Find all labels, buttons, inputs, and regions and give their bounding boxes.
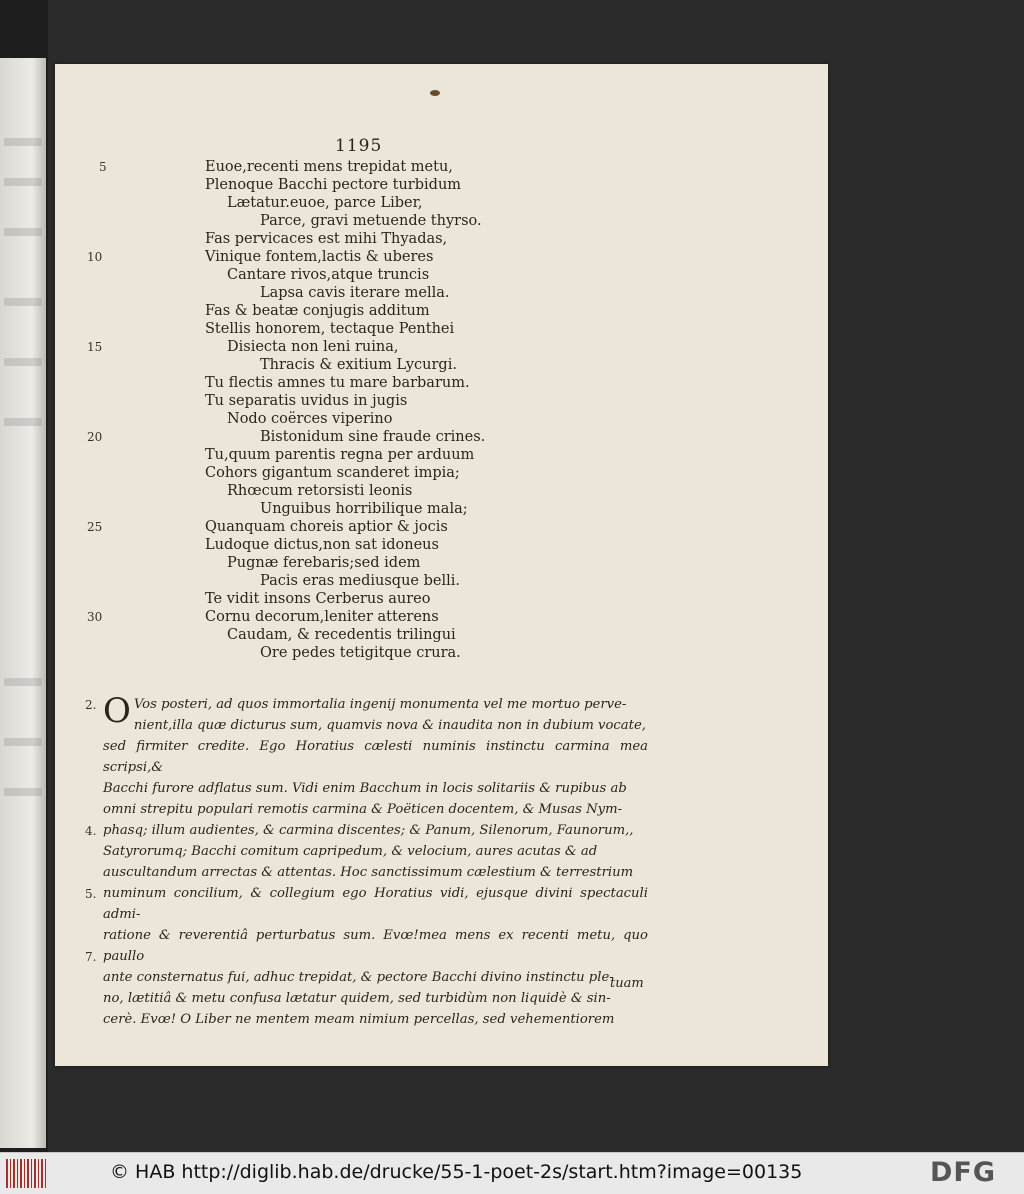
prose-line: Vos posteri, ad quos immortalia ingenij monumenta vel me mortuo perve- [133,697,627,712]
verse-line: Tu separatis uvidus in jugis [205,393,408,409]
verse-line: Cohors gigantum scanderet impia; [205,465,460,481]
line-number: 5 [99,160,107,174]
prose-line: auscultandum arrectas & attentas. Hoc sanctissimum cælestium & terrestrium [103,865,634,880]
prose-line: phasq; illum audientes, & carmina discentes; & Panum, Silenorum, Faunorum,, [103,823,634,838]
verse-line: Disiecta non leni ruina, [227,339,399,355]
verse-line: Cantare rivos,atque truncis [227,267,430,283]
verse-line: Lætatur.euoe, parce Liber, [227,195,423,211]
prose-line: omni strepitu populari remotis carmina & Poëticen docentem, & Musas Nym- [103,802,623,817]
dfg-logo: DFG [930,1157,997,1188]
prose-line: nient,illa quæ dicturus sum, quamvis nova & inaudita non in dubium vocate, [133,718,646,733]
previous-page-edge [0,58,46,1148]
line-number: 15 [87,340,103,354]
verse-line: Bistonidum sine fraude crines. [260,429,486,445]
hab-barcode-icon [6,1159,46,1188]
copyright-link[interactable]: © HAB http://diglib.hab.de/drucke/55-1-poet-2s/start.htm?image=00135 [110,1161,803,1183]
verse-line: Parce, gravi metuende thyrso. [260,213,482,229]
verse-line: Euoe,recenti mens trepidat metu, [205,159,453,175]
catchword: tuam [610,976,644,991]
verse-line: Nodo coërces viperino [227,411,393,427]
book-page [55,64,828,1066]
verse-line: Cornu decorum,leniter atterens [205,609,439,625]
prose-marker: 2. [85,698,97,712]
drop-cap: O [103,691,131,731]
prose-line: sed firmiter credite. Ego Horatius cælesti numinis instinctu carmina mea scripsi,& [103,739,648,775]
verse-line: Thracis & exitium Lycurgi. [260,357,457,373]
verse-line: Tu,quum parentis regna per arduum [205,447,475,463]
verse-line: Fas & beatæ conjugis additum [205,303,430,319]
prose-line: Satyrorumq; Bacchi comitum capripedum, & velocium, aures acutas & ad [103,844,598,859]
prose-marker: 4. [85,824,97,838]
verse-line: Unguibus horribilique mala; [260,501,468,517]
prose-marker: 7. [85,950,97,964]
prose-line: ratione & reverentiâ perturbatus sum. Evœ!mea mens ex recenti metu, quo paullo [103,928,648,964]
verse-line: Lapsa cavis iterare mella. [260,285,450,301]
verse-line: Rhœcum retorsisti leonis [227,483,413,499]
verse-line: Pacis eras mediusque belli. [260,573,460,589]
prose-line: Bacchi furore adflatus sum. Vidi enim Bacchum in locis solitariis & rupibus ab [103,781,627,796]
verse-line: Te vidit insons Cerberus aureo [205,591,431,607]
prose-commentary [103,691,648,1030]
line-number: 25 [87,520,103,534]
verse-line: Plenoque Bacchi pectore turbidum [205,177,462,193]
line-number: 30 [87,610,103,624]
verse-line: Quanquam choreis aptior & jocis [205,519,448,535]
prose-line: cerè. Evœ! O Liber ne mentem meam nimium percellas, sed vehementiorem [103,1012,615,1027]
verse-line: Tu flectis amnes tu mare barbarum. [205,375,470,391]
ink-spot [430,90,440,96]
line-number: 20 [87,430,103,444]
prose-line: no, lætitiâ & metu confusa lætatur quidem, sed turbidùm non liquidè & sin- [103,991,611,1006]
page-number: 1195 [335,136,383,156]
verse-line: Caudam, & recedentis trilingui [227,627,456,643]
verse-line: Fas pervicaces est mihi Thyadas, [205,231,448,247]
verse-line: Ore pedes tetigitque crura. [260,645,461,661]
prose-marker: 5. [85,887,97,901]
viewer-footer [0,1152,1024,1194]
prose-line: numinum concilium, & collegium ego Horatius vidi, ejusque divini spectaculi admi- [103,886,648,922]
verse-line: Ludoque dictus,non sat idoneus [205,537,439,553]
prose-line: ante consternatus fui, adhuc trepidat, & pectore Bacchi divino instinctu ple- [103,970,614,985]
verse-line: Pugnæ ferebaris;sed idem [227,555,421,571]
verse-line: Stellis honorem, tectaque Penthei [205,321,455,337]
verse-line: Vinique fontem,lactis & uberes [205,249,434,265]
line-number: 10 [87,250,103,264]
